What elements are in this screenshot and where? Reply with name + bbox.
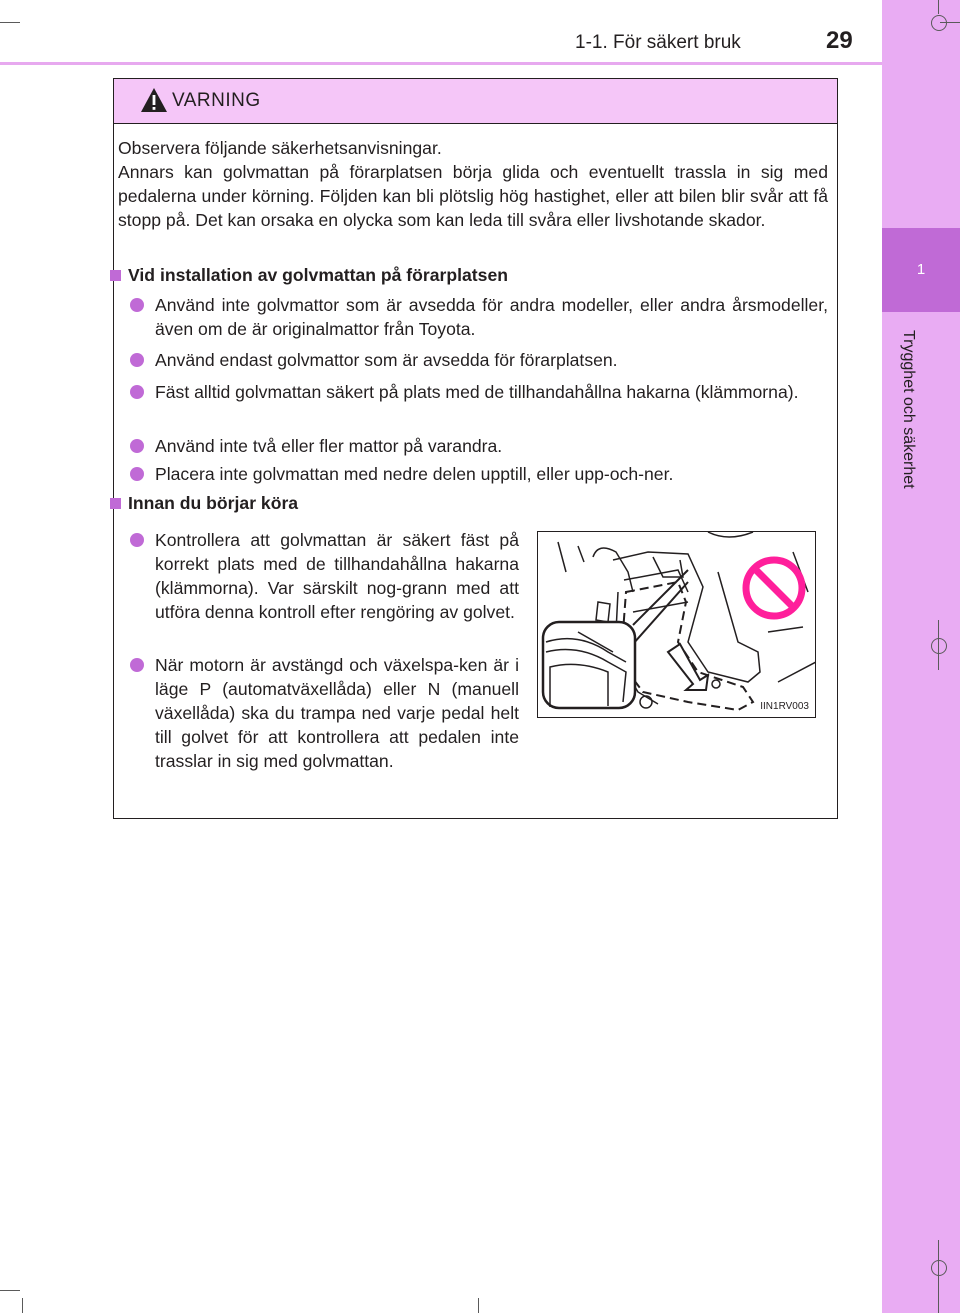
- crop-circle: [931, 1260, 947, 1276]
- chapter-sidebar: [882, 0, 960, 1313]
- list-item: [128, 434, 828, 458]
- warning-box: [113, 78, 838, 819]
- bullet-dot-icon: [130, 298, 144, 312]
- list-item-text: Fäst alltid golvmattan säkert på plats med de tillhandahållna hakarna (klämmorna).: [155, 382, 799, 402]
- list-item: [128, 528, 519, 624]
- crop-mark: [938, 1240, 939, 1313]
- section-heading: [110, 265, 508, 286]
- crop-mark: [478, 1298, 479, 1313]
- chapter-number: 1: [916, 261, 926, 278]
- warning-header: [114, 79, 837, 124]
- crop-mark: [22, 1298, 23, 1313]
- warning-label: VARNING: [172, 90, 261, 111]
- crop-mark: [0, 1290, 20, 1291]
- section-heading: [110, 493, 298, 514]
- bullet-dot-icon: [130, 467, 144, 481]
- list-item-text: När motorn är avstängd och växelspa-ken är i läge P (automatväxellåda) eller N (manuell växellåda) ska du trampa ned varje pedal helt till golvet för att kontrollera att pedalen inte trasslar in sig med golvmattan.: [155, 655, 519, 771]
- list-item-text: Använd endast golvmattor som är avsedda för förarplatsen.: [155, 350, 618, 370]
- floor-mat-illustration: [537, 531, 816, 718]
- bullet-dot-icon: [130, 385, 144, 399]
- figure-code: IIN1RV003: [760, 701, 809, 712]
- page-number: 29: [826, 27, 853, 54]
- intro-line: Observera följande säkerhetsanvisningar.: [118, 138, 442, 158]
- chapter-label: Trygghet och säkerhet: [900, 330, 917, 489]
- crop-mark: [938, 0, 939, 14]
- crop-circle: [931, 15, 947, 31]
- square-bullet-icon: [110, 498, 121, 509]
- list-item: [128, 293, 828, 341]
- list-item-text: Kontrollera att golvmattan är säkert fäst på korrekt plats med de tillhandahållna hakarna (klämmorna). Var särskilt nog-grann med att utföra denna kontroll efter rengöring av golvet.: [155, 530, 519, 622]
- list-item-text: Använd inte två eller fler mattor på varandra.: [155, 436, 503, 456]
- list-item: [128, 653, 519, 773]
- header-rule: [0, 62, 882, 65]
- warning-triangle-icon: [140, 87, 168, 118]
- warning-intro: [118, 136, 828, 232]
- list-item: [128, 348, 828, 372]
- list-item-text: Använd inte golvmattor som är avsedda för andra modeller, eller andra årsmodeller, även om de är originalmattor från Toyota.: [155, 295, 828, 339]
- bullet-dot-icon: [130, 533, 144, 547]
- intro-line: Annars kan golvmattan på förarplatsen börja glida och eventuellt trassla in sig med pedalerna under körning. Följden kan bli plötslig hög hastighet, eller att bilen blir svår att få stopp på. Det kan orsaka en olycka som kan leda till svåra eller livshotande skador.: [118, 162, 828, 230]
- floor-mat-drawing: [538, 532, 816, 718]
- bullet-dot-icon: [130, 439, 144, 453]
- list-item: [128, 380, 828, 404]
- section-title: 1-1. För säkert bruk: [575, 32, 741, 53]
- list-item: [128, 462, 828, 486]
- section-heading-text: Innan du börjar köra: [128, 493, 299, 513]
- bullet-dot-icon: [130, 353, 144, 367]
- square-bullet-icon: [110, 270, 121, 281]
- list-item-text: Placera inte golvmattan med nedre delen upptill, eller upp-och-ner.: [155, 464, 674, 484]
- section-heading-text: Vid installation av golvmattan på förarplatsen: [128, 265, 508, 285]
- crop-mark: [0, 22, 20, 23]
- bullet-dot-icon: [130, 658, 144, 672]
- crop-circle: [931, 638, 947, 654]
- chapter-tab[interactable]: [882, 228, 960, 312]
